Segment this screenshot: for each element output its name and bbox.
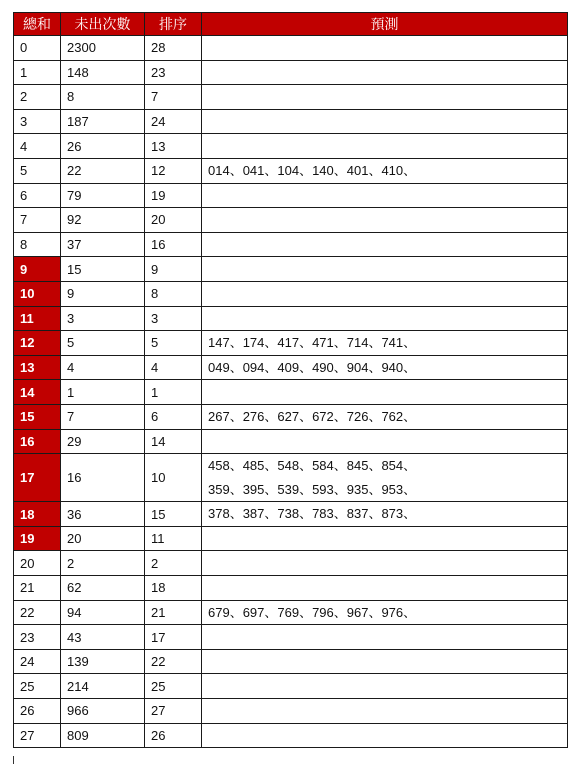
cell-prediction: [202, 454, 568, 502]
cell-sum: 3: [14, 109, 61, 134]
cell-prediction: [202, 208, 568, 233]
cell-sum: 8: [14, 232, 61, 257]
cell-misses: 92: [61, 208, 145, 233]
cell-prediction: [202, 306, 568, 331]
cell-misses: 20: [61, 526, 145, 551]
table-header: [14, 13, 568, 36]
header-rank: 排序: [145, 13, 202, 36]
table-row: [14, 502, 568, 527]
prediction-line: 049、094、409、490、904、940、: [208, 359, 417, 375]
table-row: [14, 257, 568, 282]
table-row: [14, 134, 568, 159]
table-row: [14, 281, 568, 306]
prediction-line: 679、697、769、796、967、976、: [208, 604, 417, 620]
header-sum: 總和: [14, 13, 61, 36]
table-row: [14, 85, 568, 110]
cell-sum: 7: [14, 208, 61, 233]
table-row: [14, 109, 568, 134]
cell-rank: 28: [145, 36, 202, 61]
cell-sum: 20: [14, 551, 61, 576]
cell-prediction: [202, 232, 568, 257]
table-row: [14, 625, 568, 650]
cell-misses: 139: [61, 649, 145, 674]
prediction-line: 147、174、417、471、714、741、: [208, 335, 417, 351]
cell-sum: 19: [14, 526, 61, 551]
cell-rank: 10: [145, 454, 202, 502]
cell-misses: 22: [61, 158, 145, 183]
cell-misses: 37: [61, 232, 145, 257]
prediction-line: 359、395、539、593、935、953、: [208, 481, 417, 497]
table-body: [14, 36, 568, 748]
cell-sum: 15: [14, 404, 61, 429]
cell-prediction: [202, 380, 568, 405]
cell-prediction: [202, 429, 568, 454]
cell-misses: 7: [61, 404, 145, 429]
table-row: [14, 183, 568, 208]
cell-rank: 25: [145, 674, 202, 699]
cell-misses: 148: [61, 60, 145, 85]
cell-sum: 1: [14, 60, 61, 85]
cell-prediction: [202, 281, 568, 306]
cell-rank: 1: [145, 380, 202, 405]
cell-rank: 21: [145, 600, 202, 625]
prediction-line: 014、041、104、140、401、410、: [208, 162, 417, 178]
cell-rank: 26: [145, 723, 202, 748]
cell-sum: 4: [14, 134, 61, 159]
table-row: [14, 429, 568, 454]
cell-sum: 12: [14, 331, 61, 356]
table-row: [14, 355, 568, 380]
header-misses: 未出次數: [61, 13, 145, 36]
table-row: [14, 404, 568, 429]
cell-prediction: [202, 502, 568, 527]
prediction-line: 378、387、738、783、837、873、: [208, 506, 417, 522]
cell-misses: 36: [61, 502, 145, 527]
cell-misses: 4: [61, 355, 145, 380]
cell-prediction: [202, 85, 568, 110]
cell-sum: 22: [14, 600, 61, 625]
cell-sum: 6: [14, 183, 61, 208]
cell-prediction: [202, 331, 568, 356]
cell-rank: 7: [145, 85, 202, 110]
prediction-line: 267、276、627、672、726、762、: [208, 408, 417, 424]
cell-prediction: [202, 36, 568, 61]
cell-sum: 14: [14, 380, 61, 405]
table-row: [14, 699, 568, 724]
cell-misses: 29: [61, 429, 145, 454]
cell-rank: 16: [145, 232, 202, 257]
cell-misses: 16: [61, 454, 145, 502]
table-row: [14, 576, 568, 601]
cell-prediction: [202, 134, 568, 159]
cell-rank: 17: [145, 625, 202, 650]
table-row: [14, 306, 568, 331]
cell-misses: 966: [61, 699, 145, 724]
cell-sum: 13: [14, 355, 61, 380]
cell-prediction: [202, 625, 568, 650]
cell-sum: 25: [14, 674, 61, 699]
cell-sum: 26: [14, 699, 61, 724]
text-cursor: [13, 756, 14, 764]
header-row: [14, 13, 568, 36]
table-row: [14, 723, 568, 748]
table-row: [14, 649, 568, 674]
cell-prediction: [202, 183, 568, 208]
cell-prediction: [202, 158, 568, 183]
cell-sum: 5: [14, 158, 61, 183]
cell-misses: 79: [61, 183, 145, 208]
cell-prediction: [202, 257, 568, 282]
cell-prediction: [202, 404, 568, 429]
cell-rank: 3: [145, 306, 202, 331]
cell-sum: 24: [14, 649, 61, 674]
cell-sum: 18: [14, 502, 61, 527]
cell-prediction: [202, 674, 568, 699]
cell-misses: 5: [61, 331, 145, 356]
cell-rank: 9: [145, 257, 202, 282]
cell-prediction: [202, 699, 568, 724]
cell-rank: 6: [145, 404, 202, 429]
header-prediction: 預測: [202, 13, 568, 36]
cell-rank: 23: [145, 60, 202, 85]
cell-misses: 214: [61, 674, 145, 699]
table-row: [14, 208, 568, 233]
cell-prediction: [202, 551, 568, 576]
cell-sum: 9: [14, 257, 61, 282]
cell-prediction: [202, 109, 568, 134]
cell-misses: 809: [61, 723, 145, 748]
cell-misses: 3: [61, 306, 145, 331]
table-row: [14, 380, 568, 405]
cell-sum: 23: [14, 625, 61, 650]
cell-misses: 2300: [61, 36, 145, 61]
cell-rank: 27: [145, 699, 202, 724]
cell-rank: 12: [145, 158, 202, 183]
cell-sum: 17: [14, 454, 61, 502]
cell-rank: 24: [145, 109, 202, 134]
cell-sum: 10: [14, 281, 61, 306]
cell-misses: 187: [61, 109, 145, 134]
table-row: [14, 232, 568, 257]
cell-prediction: [202, 576, 568, 601]
cell-misses: 2: [61, 551, 145, 576]
table-row: [14, 526, 568, 551]
cell-rank: 15: [145, 502, 202, 527]
cell-rank: 20: [145, 208, 202, 233]
cell-rank: 4: [145, 355, 202, 380]
cell-sum: 16: [14, 429, 61, 454]
cell-misses: 1: [61, 380, 145, 405]
cell-sum: 11: [14, 306, 61, 331]
cell-sum: 0: [14, 36, 61, 61]
cell-prediction: [202, 355, 568, 380]
sum-statistics-table: [13, 12, 568, 748]
table-row: [14, 36, 568, 61]
cell-misses: 94: [61, 600, 145, 625]
cell-rank: 19: [145, 183, 202, 208]
cell-rank: 13: [145, 134, 202, 159]
table-row: [14, 551, 568, 576]
cell-prediction: [202, 60, 568, 85]
cell-rank: 5: [145, 331, 202, 356]
cell-misses: 43: [61, 625, 145, 650]
cell-prediction: [202, 723, 568, 748]
cell-prediction: [202, 526, 568, 551]
cell-prediction: [202, 649, 568, 674]
cell-rank: 22: [145, 649, 202, 674]
table-row: [14, 60, 568, 85]
cell-rank: 2: [145, 551, 202, 576]
cell-misses: 26: [61, 134, 145, 159]
cell-sum: 27: [14, 723, 61, 748]
cell-rank: 11: [145, 526, 202, 551]
table-row: [14, 454, 568, 502]
cell-sum: 21: [14, 576, 61, 601]
prediction-line: 458、485、548、584、845、854、: [208, 458, 417, 474]
table-row: [14, 158, 568, 183]
cell-misses: 8: [61, 85, 145, 110]
cell-rank: 14: [145, 429, 202, 454]
cell-rank: 8: [145, 281, 202, 306]
cell-misses: 9: [61, 281, 145, 306]
table-row: [14, 674, 568, 699]
table-row: [14, 600, 568, 625]
cell-sum: 2: [14, 85, 61, 110]
cell-rank: 18: [145, 576, 202, 601]
table-row: [14, 331, 568, 356]
cell-misses: 15: [61, 257, 145, 282]
cell-misses: 62: [61, 576, 145, 601]
cell-prediction: [202, 600, 568, 625]
